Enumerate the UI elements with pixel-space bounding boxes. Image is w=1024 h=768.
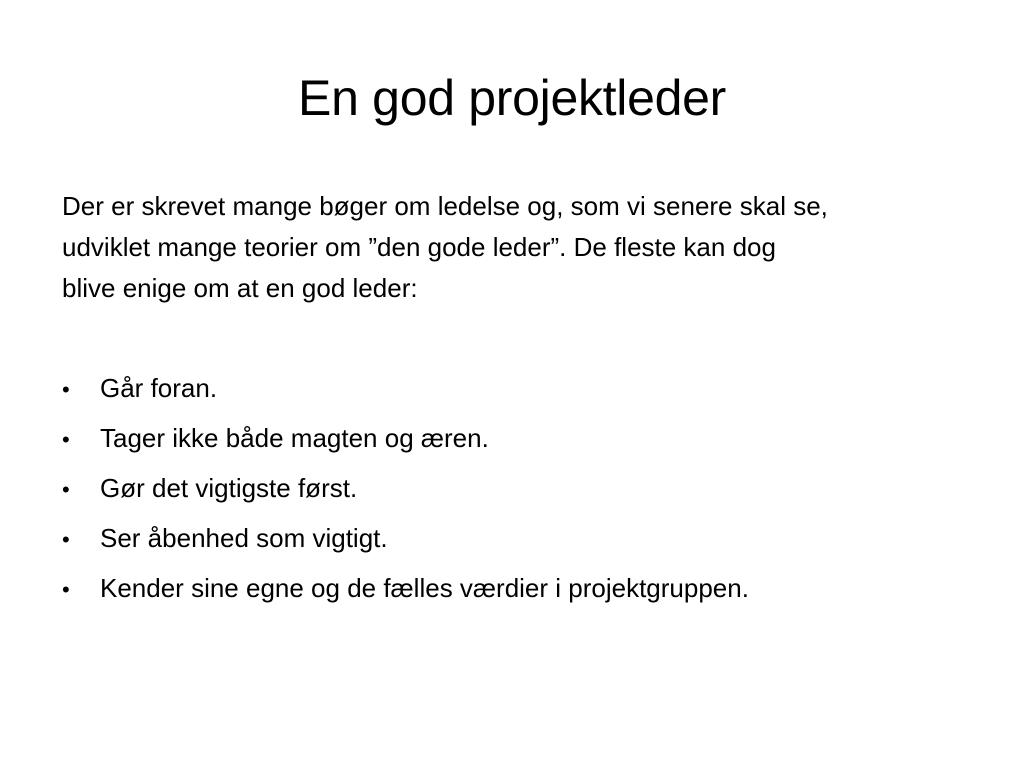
bullet-text: Kender sine egne og de fælles værdier i projektgruppen. xyxy=(100,573,749,603)
slide-title: En god projektleder xyxy=(298,70,726,126)
bullet-text: Går foran. xyxy=(100,373,218,403)
bullet-list xyxy=(62,364,982,614)
bullet-icon: • xyxy=(62,377,70,402)
bullet-item xyxy=(62,414,982,464)
bullet-item xyxy=(62,464,982,514)
bullet-item xyxy=(62,514,982,564)
bullet-text: Ser åbenhed som vigtigt. xyxy=(100,523,388,553)
intro-line: Der er skrevet mange bøger om ledelse og, som vi senere skal se, xyxy=(62,191,828,221)
bullet-item xyxy=(62,364,982,414)
bullet-icon: • xyxy=(62,427,70,452)
bullet-icon: • xyxy=(62,577,70,602)
intro-paragraph xyxy=(62,186,982,309)
bullet-text: Tager ikke både magten og æren. xyxy=(100,423,489,453)
bullet-icon: • xyxy=(62,527,70,552)
bullet-icon: • xyxy=(62,477,70,502)
bullet-item xyxy=(62,564,982,614)
intro-line: udviklet mange teorier om ”den gode leder”. De fleste kan dog xyxy=(62,232,776,262)
bullet-text: Gør det vigtigste først. xyxy=(100,473,358,503)
intro-line: blive enige om at en god leder: xyxy=(62,273,418,303)
